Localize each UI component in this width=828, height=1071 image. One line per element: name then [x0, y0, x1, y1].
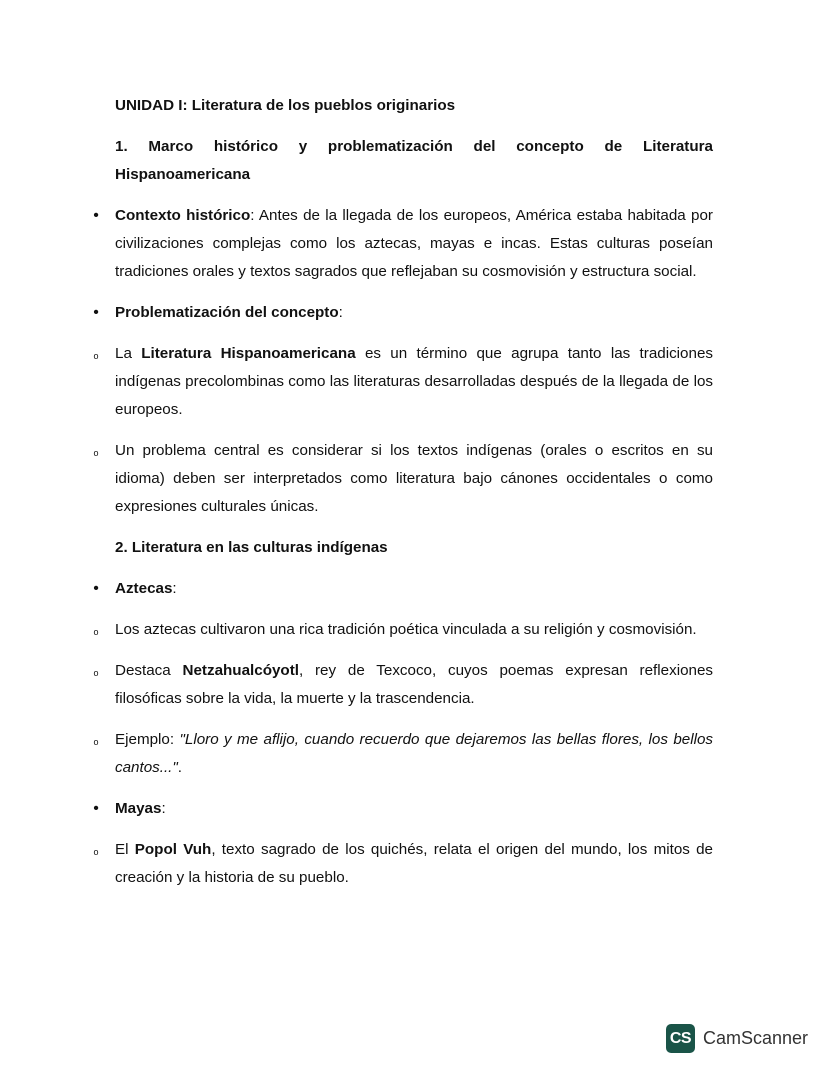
- bullet-contexto-historico: [93, 202, 713, 286]
- aztecas-item3-quote: "Lloro y me aflijo, cuando recuerdo que dejaremos las bellas flores, los bellos cantos...": [115, 731, 714, 776]
- aztecas-item1-text: Los aztecas cultivaron una rica tradición poética vinculada a su religión y cosmovisión.: [115, 621, 697, 638]
- contexto-label: Contexto histórico: [115, 207, 251, 224]
- aztecas-suffix: :: [172, 580, 177, 597]
- prob-item1-bold: Literatura Hispanoamericana: [141, 345, 356, 362]
- aztecas-item2-bold: Netzahualcóyotl: [182, 662, 299, 679]
- sub-bullet-icon: o: [93, 668, 99, 678]
- mayas-label: Mayas: [115, 800, 162, 817]
- section-2-title: 2. Literatura en las culturas indígenas: [115, 539, 388, 556]
- camscanner-watermark: [666, 1024, 808, 1053]
- prob-item1-pre: La: [115, 345, 142, 362]
- aztecas-item3-post: .: [177, 759, 183, 776]
- bullet-icon: •: [93, 207, 99, 224]
- aztecas-item2-pre: Destaca: [115, 662, 183, 679]
- mayas-item1-pre: El: [115, 841, 135, 858]
- unit-title: UNIDAD I: Literatura de los pueblos originarios: [115, 97, 456, 114]
- aztecas-item2-post: , rey de Texcoco, cuyos poemas expresan reflexiones filosóficas sobre la vida, la muerte y la trascendencia.: [115, 662, 713, 707]
- mayas-item1-bold: Popol Vuh: [134, 841, 212, 858]
- sub-bullet-popol-vuh: [93, 836, 714, 892]
- mayas-suffix: :: [161, 800, 166, 817]
- problematizacion-suffix: :: [338, 304, 343, 321]
- aztecas-item3-pre: Ejemplo:: [115, 731, 180, 748]
- camscanner-logo-icon: CS: [666, 1024, 695, 1053]
- sub-bullet-problema-central: [93, 437, 713, 521]
- document-body: [93, 92, 714, 905]
- mayas-item1-post: , texto sagrado de los quichés, relata el origen del mundo, los mitos de creación y la historia de su pueblo.: [115, 841, 714, 886]
- sub-bullet-literatura-hispanoamericana: [93, 340, 713, 424]
- sub-bullet-icon: o: [93, 448, 99, 458]
- sub-bullet-ejemplo: [93, 726, 714, 782]
- sub-bullet-aztecas-tradicion: [93, 616, 713, 644]
- problematizacion-label: Problematización del concepto: [115, 304, 339, 321]
- bullet-mayas: [93, 795, 713, 823]
- bullet-icon: •: [93, 580, 99, 597]
- camscanner-brand-text: CamScanner: [702, 1028, 808, 1048]
- section-1-title: 1. Marco histórico y problematización del concepto de Literatura Hispanoamericana: [115, 138, 713, 183]
- sub-bullet-netzahualcoyotl: [93, 657, 713, 713]
- bullet-icon: •: [93, 304, 99, 321]
- prob-item1-post: es un término que agrupa tanto las tradiciones indígenas precolombinas como las literaturas desarrolladas después de la llegada de los europeos.: [115, 345, 713, 418]
- sub-bullet-icon: o: [93, 737, 99, 747]
- sub-bullet-icon: o: [93, 847, 99, 857]
- aztecas-label: Aztecas: [115, 580, 173, 597]
- bullet-problematizacion: [93, 299, 713, 327]
- bullet-aztecas: [93, 575, 713, 603]
- prob-item2-text: Un problema central es considerar si los textos indígenas (orales o escritos en su idioma) deben ser interpretados como literatura bajo cánones occidentales o como expresiones culturales únicas.: [115, 442, 713, 515]
- bullet-icon: •: [93, 800, 99, 817]
- sub-bullet-icon: o: [93, 351, 99, 361]
- contexto-text: : Antes de la llegada de los europeos, América estaba habitada por civilizaciones complejas como los aztecas, mayas e incas. Estas culturas poseían tradiciones orales y textos sagrados que reflejaban su cosmovisión y estructura social.: [115, 207, 713, 280]
- sub-bullet-icon: o: [93, 627, 99, 637]
